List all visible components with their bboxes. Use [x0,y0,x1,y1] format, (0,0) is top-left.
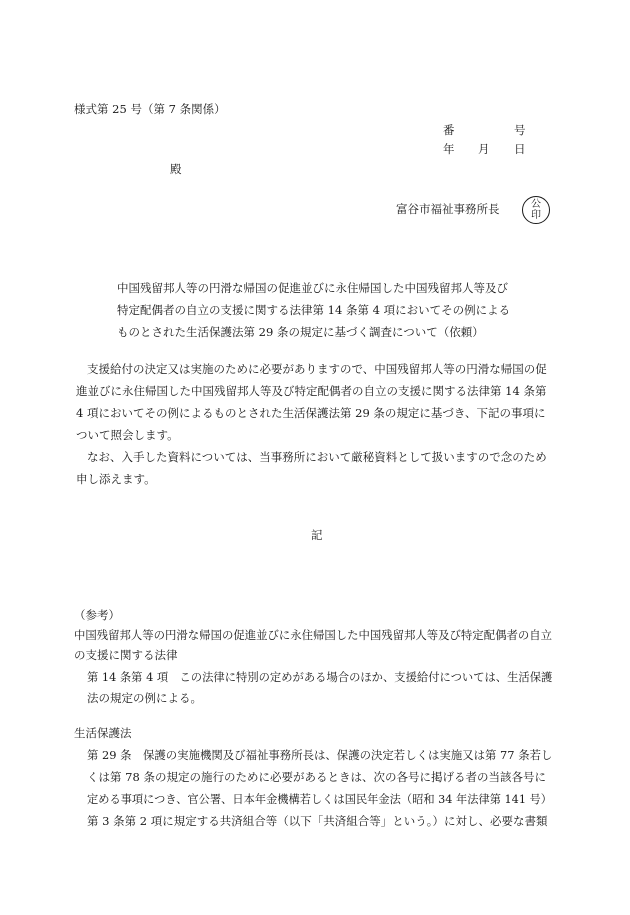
law2-article-line-2: くは第 78 条の規定の施行のために必要があるときは、次の各号に掲げる者の当該各号に [87,770,546,784]
law2-title: 生活保護法 [74,726,132,740]
law2-article-line-4: 第 3 条第 2 項に規定する共済組合等（以下「共済組合等」という。）に対し、必要な書類 [87,814,548,828]
form-number: 様式第 25 号（第 7 条関係） [74,102,226,116]
addressee-honorific: 殿 [170,162,182,176]
year-label: 年 [443,142,455,156]
law2-article-line-3: 定める事項につき、官公署、日本年金機構若しくは国民年金法（昭和 34 年法律第 141 号） [87,792,553,806]
body-line-4: ついて照会します。 [76,428,179,442]
body-line-3: 4 項においてその例によるものとされた生活保護法第 29 条の規定に基づき、下記の事項に [76,406,546,420]
sender-name: 富谷市福祉事務所長 [396,202,500,216]
law1-title-line-1: 中国残留邦人等の円滑な帰国の促進並びに永住帰国した中国残留邦人等及び特定配偶者の自立 [74,628,552,642]
reference-heading: （参考） [74,608,120,622]
seal-char-1: 公 [531,199,541,210]
law1-article-line-2: 法の規定の例による。 [87,691,202,705]
body-line-1: 支援給付の決定又は実施のために必要がありますので、中国残留邦人等の円滑な帰国の促 [87,362,547,376]
law2-article-line-1: 第 29 条 保護の実施機関及び福祉事務所長は、保護の決定若しくは実施又は第 77 条若し [87,748,553,762]
number-suffix: 号 [514,123,526,137]
day-label: 日 [514,142,526,156]
seal-char-2: 印 [531,210,541,221]
title-line-3: ものとされた生活保護法第 29 条の規定に基づく調査について（依頼） [117,325,484,339]
ki-heading: 記 [311,528,323,542]
law1-article-line-1: 第 14 条第 4 項 この法律に特別の定めがある場合のほか、支援給付については、生活保護 [87,670,553,684]
number-label: 番 [443,123,455,137]
body-line-2: 進並びに永住帰国した中国残留邦人等及び特定配偶者の自立の支援に関する法律第 14 条第 [76,384,547,398]
law1-title-line-2: の支援に関する法律 [74,648,178,662]
body-line-6: 申し添えます。 [76,472,156,486]
title-line-1: 中国残留邦人等の円滑な帰国の促進並びに永住帰国した中国残留邦人等及び [117,281,508,295]
title-line-2: 特定配偶者の自立の支援に関する法律第 14 条第 4 項においてその例による [117,303,511,317]
body-line-5: なお、入手した資料については、当事務所において厳秘資料として扱いますので念のため [87,450,547,464]
month-label: 月 [478,142,490,156]
official-seal [522,196,550,224]
